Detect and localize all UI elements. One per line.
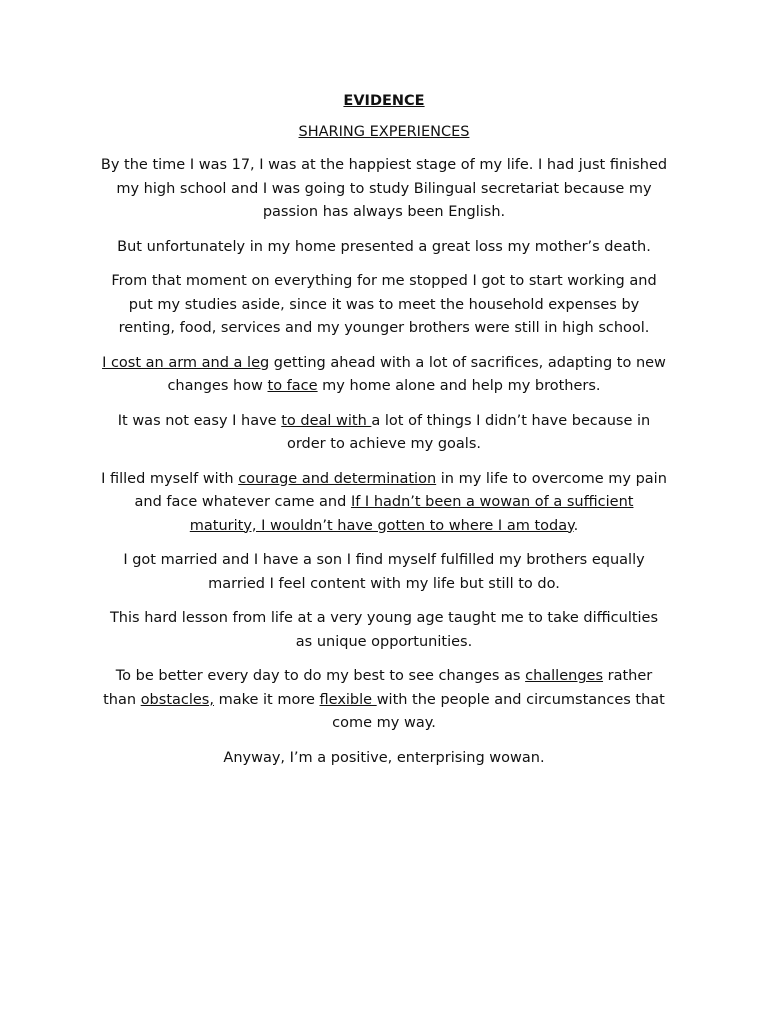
underlined-phrase: to face	[267, 378, 318, 394]
body-paragraph	[100, 468, 668, 539]
paragraph-text: Anyway, I’m a positive, enterprising wowan.	[223, 749, 545, 766]
paragraph-text: By the time I was 17, I was at the happiest stage of my life. I had just finished my high school and I was going to study Bilingual secretariat because my passion has always been English.	[100, 157, 668, 220]
underlined-phrase: challenges	[525, 668, 604, 684]
document-subtitle: SHARING EXPERIENCES	[298, 124, 470, 140]
paragraph-text: It was not easy I have	[117, 412, 282, 429]
paragraph-text: getting ahead with a lot of sacrifices, adapting to new changes how	[167, 354, 666, 394]
paragraph-text: I got married and I have a son I find myself fulfilled my brothers equally married I feel content with my life but still to do.	[123, 552, 645, 592]
body-paragraph	[100, 236, 668, 260]
paragraph-text: From that moment on everything for me stopped I got to start working and put my studies aside, since it was to meet the household expenses by renting, food, services and my younger brothers were still in high school.	[111, 273, 657, 336]
body-paragraph	[100, 270, 668, 341]
body-paragraph	[100, 410, 668, 457]
paragraph-text: To be better every day to do my best to see changes as	[115, 668, 526, 684]
underlined-phrase: courage and determination	[238, 470, 437, 487]
underlined-phrase: obstacles,	[140, 691, 214, 708]
underlined-phrase: flexible	[319, 691, 377, 708]
underlined-phrase: I cost an arm and a leg	[102, 354, 270, 371]
document-title: EVIDENCE	[343, 93, 425, 109]
body-paragraph	[100, 607, 668, 654]
body-paragraph	[100, 549, 668, 596]
body-paragraph	[100, 154, 668, 225]
paragraph-text: But unfortunately in my home presented a great loss my mother’s death.	[117, 238, 651, 255]
paragraph-text: rather than	[103, 668, 653, 708]
paragraph-text: make it more	[213, 691, 320, 708]
paragraph-text: my home alone and help my brothers.	[317, 378, 601, 394]
underlined-phrase: If I hadn’t been a wowan of a sufficient maturity, I wouldn’t have gotten to where I am today	[189, 494, 634, 534]
paragraph-text: I filled myself with	[101, 470, 239, 487]
body-paragraph	[100, 665, 668, 736]
paragraph-text: .	[573, 517, 579, 534]
paragraph-text: a lot of things I didn’t have because in order to achieve my goals.	[286, 412, 651, 452]
paragraph-text: with the people and circumstances that come my way.	[332, 691, 665, 731]
document-body	[100, 154, 668, 770]
paragraph-text: This hard lesson from life at a very young age taught me to take difficulties as unique opportunities.	[109, 610, 659, 650]
body-paragraph	[100, 352, 668, 399]
underlined-phrase: to deal with	[281, 412, 372, 429]
body-paragraph	[100, 747, 668, 771]
paragraph-text: in my life to overcome my pain and face whatever came and	[134, 470, 667, 510]
